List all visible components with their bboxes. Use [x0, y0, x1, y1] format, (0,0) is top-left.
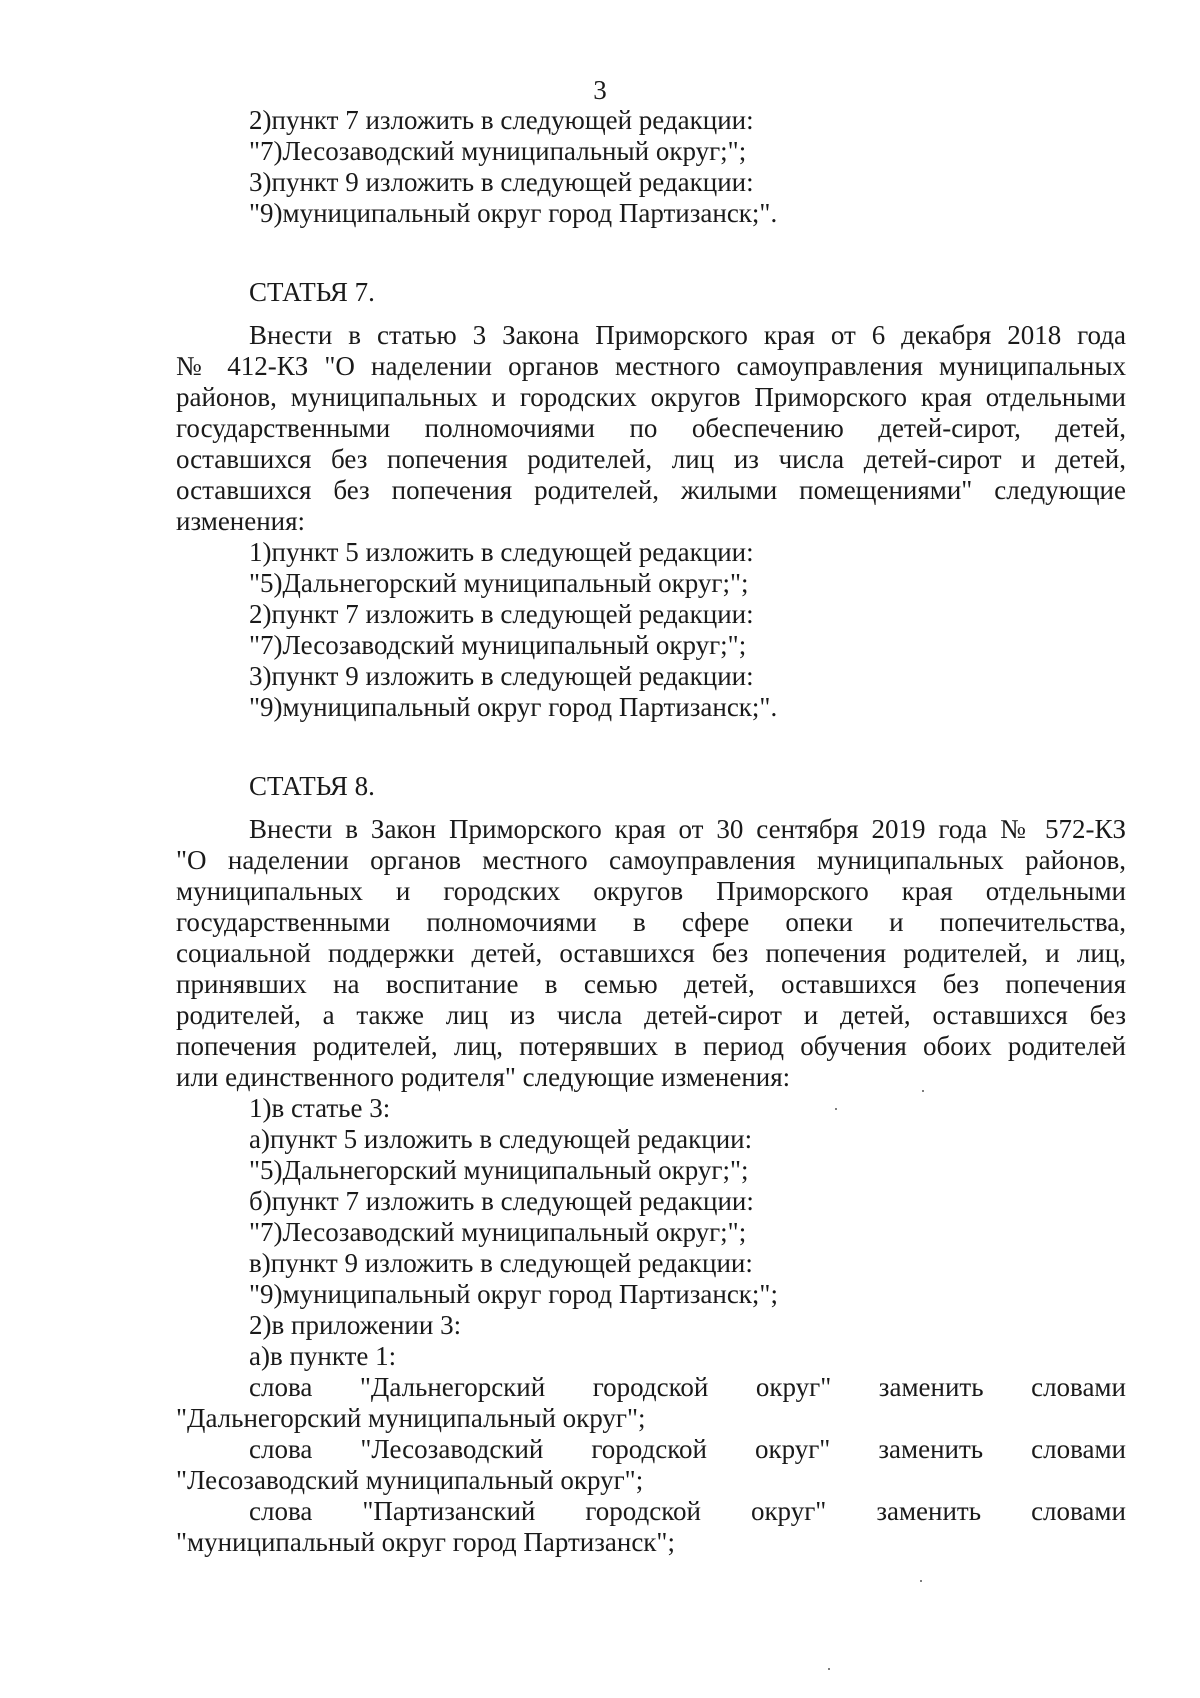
paragraph-line	[176, 1031, 1126, 1062]
replacement-word: "Партизанский	[362, 1496, 536, 1526]
replacement-word: городской	[592, 1372, 709, 1402]
paragraph-line	[176, 845, 1126, 876]
paragraph-line	[176, 475, 1126, 506]
list-item: 1)в статье 3:	[249, 1093, 391, 1123]
article-7-items	[176, 537, 1126, 723]
paragraph-line-text: социальной поддержки детей, оставшихся без попечения родителей, и лиц,	[176, 938, 1126, 968]
list-item: "5)Дальнегорский муниципальный округ;";	[249, 568, 749, 598]
article-8-items	[176, 1093, 1126, 1372]
paragraph-line-text: государственными полномочиями по обеспечению детей-сирот, детей,	[176, 413, 1126, 443]
paragraph-line	[176, 876, 1126, 907]
list-item: "5)Дальнегорский муниципальный округ;";	[249, 1155, 749, 1185]
paragraph-line-text: районов, муниципальных и городских округов Приморского края отдельными	[176, 382, 1126, 412]
replacement-continuation: "муниципальный округ город Партизанск";	[176, 1527, 675, 1557]
paragraph-line-text: принявших на воспитание в семью детей, оставшихся без попечения	[176, 969, 1126, 999]
replacement-word: "Лесозаводский	[360, 1434, 544, 1464]
paragraph-line	[176, 1062, 1126, 1093]
article-8	[176, 771, 1126, 1558]
list-item: "7)Лесозаводский муниципальный округ;";	[249, 136, 747, 166]
article-7-heading: СТАТЬЯ 7.	[249, 277, 375, 307]
replacement-word: округ"	[754, 1434, 831, 1464]
paragraph-line	[176, 1000, 1126, 1031]
paragraph-line	[176, 814, 1126, 845]
replacement-word: округ"	[750, 1496, 827, 1526]
list-item: "7)Лесозаводский муниципальный округ;";	[249, 630, 747, 660]
paragraph-line	[176, 938, 1126, 969]
paragraph-line	[176, 413, 1126, 444]
paragraph-line-text: государственными полномочиями в сфере опеки и попечительства,	[176, 907, 1126, 937]
list-item: а)в пункте 1:	[249, 1341, 397, 1371]
replacement-continuation: "Лесозаводский муниципальный округ";	[176, 1465, 644, 1495]
replacement-line	[176, 1496, 1126, 1527]
replacement-word: округ"	[755, 1372, 832, 1402]
replacement-word: городской	[591, 1434, 707, 1464]
list-item: 1)пункт 5 изложить в следующей редакции:	[249, 537, 754, 567]
replacement-word: городской	[585, 1496, 701, 1526]
list-item: а)пункт 5 изложить в следующей редакции:	[249, 1124, 753, 1154]
list-item: в)пункт 9 изложить в следующей редакции:	[249, 1248, 753, 1278]
document-body	[176, 105, 1126, 1558]
paragraph-line-text: оставшихся без попечения родителей, лиц из числа детей-сирот и детей,	[176, 444, 1126, 474]
replacement-clauses	[176, 1372, 1126, 1558]
paragraph-line-text: муниципальных и городских округов Приморского края отдельными	[176, 876, 1126, 906]
replacement-word: слова	[249, 1496, 313, 1526]
paragraph-line-text: Внести в Закон Приморского края от 30 сентября 2019 года № 572-КЗ	[249, 814, 1126, 844]
replacement-word: слова	[249, 1372, 313, 1402]
replacement-word: словами	[1031, 1434, 1126, 1464]
paragraph-line	[176, 351, 1126, 382]
paragraph-line-text: № 412-КЗ "О наделении органов местного самоуправления муниципальных	[176, 351, 1126, 381]
paragraph-line	[176, 506, 1126, 537]
paragraph-line-text: или единственного родителя" следующие изменения:	[176, 1062, 791, 1092]
list-item: 2)пункт 7 изложить в следующей редакции:	[249, 105, 754, 135]
replacement-word: "Дальнегорский	[359, 1372, 546, 1402]
replacement-word: словами	[1031, 1372, 1126, 1402]
replacement-word: словами	[1031, 1496, 1126, 1526]
scan-speck	[835, 1108, 837, 1110]
article-8-heading: СТАТЬЯ 8.	[249, 771, 375, 801]
list-item: "9)муниципальный округ город Партизанск;".	[249, 692, 778, 722]
list-item: "9)муниципальный округ город Партизанск;".	[249, 198, 778, 228]
paragraph-line-text: изменения:	[176, 506, 306, 536]
scan-speck	[828, 1668, 830, 1670]
replacement-word: заменить	[876, 1496, 982, 1526]
paragraph-line-text: "О наделении органов местного самоуправления муниципальных районов,	[176, 845, 1126, 875]
list-item: 3)пункт 9 изложить в следующей редакции:	[249, 167, 754, 197]
replacement-continuation: "Дальнегорский муниципальный округ";	[176, 1403, 646, 1433]
replacement-word: заменить	[878, 1434, 984, 1464]
scan-speck	[920, 1580, 922, 1582]
paragraph-line-text: родителей, а также лиц из числа детей-сирот и детей, оставшихся без	[176, 1000, 1126, 1030]
intro-items	[176, 105, 1126, 229]
replacement-line	[176, 1372, 1126, 1403]
paragraph-line	[176, 907, 1126, 938]
paragraph-line-text: Внести в статью 3 Закона Приморского края от 6 декабря 2018 года	[249, 320, 1126, 350]
replacement-word: заменить	[878, 1372, 984, 1402]
paragraph-line-text: оставшихся без попечения родителей, жилыми помещениями" следующие	[176, 475, 1126, 505]
paragraph-line	[176, 444, 1126, 475]
page-number: 3	[593, 75, 607, 105]
article-7-paragraph	[176, 320, 1126, 537]
paragraph-line-text: попечения родителей, лиц, потерявших в период обучения обоих родителей	[176, 1031, 1126, 1061]
article-7	[176, 277, 1126, 723]
replacement-word: слова	[249, 1434, 313, 1464]
list-item: 2)в приложении 3:	[249, 1310, 462, 1340]
list-item: б)пункт 7 изложить в следующей редакции:	[249, 1186, 754, 1216]
list-item: "9)муниципальный округ город Партизанск;";	[249, 1279, 778, 1309]
list-item: 3)пункт 9 изложить в следующей редакции:	[249, 661, 754, 691]
article-8-paragraph	[176, 814, 1126, 1093]
list-item: "7)Лесозаводский муниципальный округ;";	[249, 1217, 747, 1247]
scan-speck	[922, 1090, 924, 1092]
paragraph-line	[176, 382, 1126, 413]
paragraph-line	[176, 969, 1126, 1000]
paragraph-line	[176, 320, 1126, 351]
replacement-line	[176, 1434, 1126, 1465]
list-item: 2)пункт 7 изложить в следующей редакции:	[249, 599, 754, 629]
